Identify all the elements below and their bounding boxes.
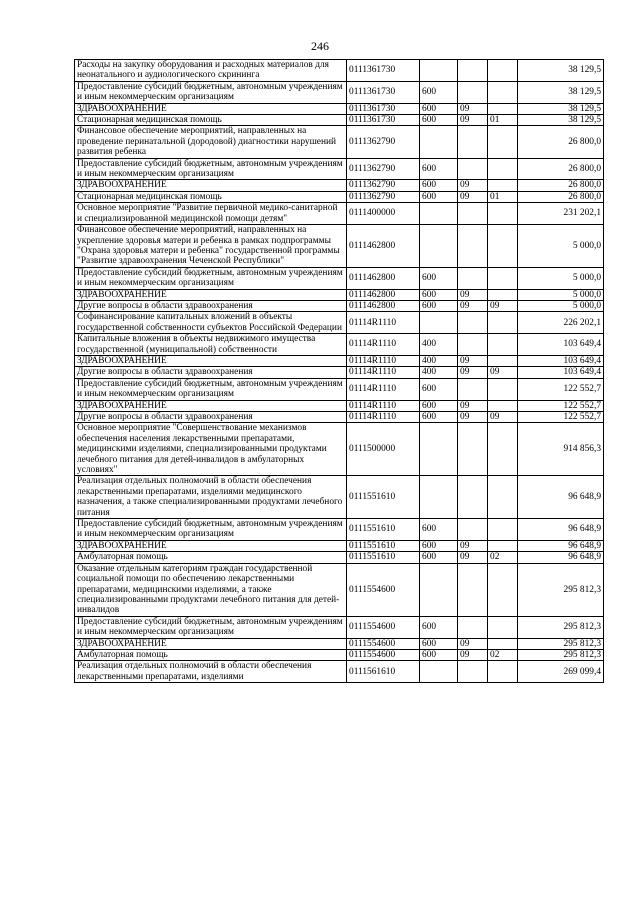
row-amount: 103 649,4 [518,334,604,356]
row-section [458,519,488,541]
row-expense-type: 600 [420,103,458,114]
budget-table [74,59,604,683]
row-amount: 5 000,0 [518,267,604,289]
table-row [75,203,604,225]
row-amount: 26 800,0 [518,126,604,158]
row-name: Предоставление субсидий бюджетным, автономным учреждениям и иным некоммерческим организациям [75,267,347,289]
table-row [75,334,604,356]
row-section [458,378,488,400]
row-expense-type: 600 [420,180,458,191]
table-row [75,540,604,551]
row-expense-type [420,423,458,476]
row-subsection [488,616,518,638]
row-section [458,203,488,225]
row-code: 0111554600 [347,616,420,638]
row-code: 0111361730 [347,115,420,126]
row-code: 0111462800 [347,289,420,300]
table-row [75,126,604,158]
row-expense-type: 600 [420,552,458,563]
row-subsection: 02 [488,649,518,660]
row-code: 01114R1110 [347,367,420,378]
row-name: ЗДРАВООХРАНЕНИЕ [75,638,347,649]
row-amount: 122 552,7 [518,412,604,423]
row-section [458,158,488,180]
table-row [75,367,604,378]
row-amount: 96 648,9 [518,476,604,519]
row-subsection [488,400,518,411]
table-row [75,519,604,541]
row-subsection [488,476,518,519]
row-code: 01114R1110 [347,312,420,334]
row-name: Стационарная медицинская помощь [75,115,347,126]
row-section: 09 [458,638,488,649]
row-amount: 5 000,0 [518,300,604,311]
row-section [458,60,488,82]
row-expense-type: 400 [420,334,458,356]
table-row [75,225,604,268]
row-name: ЗДРАВООХРАНЕНИЕ [75,355,347,366]
row-subsection [488,638,518,649]
row-subsection: 01 [488,115,518,126]
table-row [75,378,604,400]
row-code: 0111362790 [347,180,420,191]
row-section: 09 [458,400,488,411]
table-row [75,412,604,423]
row-name: Предоставление субсидий бюджетным, автономным учреждениям и иным некоммерческим организациям [75,158,347,180]
row-name: Стационарная медицинская помощь [75,191,347,202]
row-subsection [488,519,518,541]
row-name: Другие вопросы в области здравоохранения [75,300,347,311]
row-code: 0111462800 [347,267,420,289]
row-code: 0111551610 [347,519,420,541]
row-name: Расходы на закупку оборудования и расходных материалов для неонатального и аудиологического скрининга [75,60,347,82]
table-row [75,289,604,300]
row-amount: 226 202,1 [518,312,604,334]
row-amount: 38 129,5 [518,115,604,126]
row-subsection: 09 [488,412,518,423]
row-code: 0111362790 [347,191,420,202]
row-code: 0111551610 [347,552,420,563]
table-row [75,158,604,180]
row-expense-type: 600 [420,412,458,423]
row-amount: 103 649,4 [518,355,604,366]
row-code: 01114R1110 [347,378,420,400]
row-amount: 295 812,3 [518,616,604,638]
row-code: 0111500000 [347,423,420,476]
row-subsection [488,334,518,356]
row-amount: 231 202,1 [518,203,604,225]
table-row [75,400,604,411]
row-name: Другие вопросы в области здравоохранения [75,412,347,423]
row-section: 09 [458,367,488,378]
table-row [75,312,604,334]
row-code: 0111554600 [347,563,420,616]
row-amount: 295 812,3 [518,649,604,660]
row-amount: 38 129,5 [518,81,604,103]
budget-table-body [75,60,604,683]
row-subsection [488,312,518,334]
row-section [458,661,488,683]
row-expense-type [420,661,458,683]
row-subsection [488,158,518,180]
row-section: 09 [458,540,488,551]
row-name: Капитальные вложения в объекты недвижимого имущества государственной (муниципальной) собственности [75,334,347,356]
row-expense-type [420,126,458,158]
table-row [75,115,604,126]
row-code: 0111462800 [347,300,420,311]
row-expense-type: 600 [420,649,458,660]
row-section [458,423,488,476]
row-subsection [488,225,518,268]
row-section: 09 [458,355,488,366]
row-code: 0111361730 [347,81,420,103]
row-expense-type: 600 [420,191,458,202]
row-section [458,267,488,289]
table-row [75,563,604,616]
row-code: 01114R1110 [347,400,420,411]
row-amount: 914 856,3 [518,423,604,476]
row-name: Предоставление субсидий бюджетным, автономным учреждениям и иным некоммерческим организациям [75,616,347,638]
row-code: 0111551610 [347,476,420,519]
row-expense-type: 600 [420,289,458,300]
row-amount: 26 800,0 [518,191,604,202]
row-amount: 96 648,9 [518,540,604,551]
row-amount: 38 129,5 [518,60,604,82]
row-amount: 122 552,7 [518,400,604,411]
table-row [75,476,604,519]
row-subsection [488,180,518,191]
table-row [75,300,604,311]
row-section: 09 [458,552,488,563]
row-amount: 26 800,0 [518,158,604,180]
row-subsection [488,378,518,400]
table-row [75,191,604,202]
row-code: 01114R1110 [347,412,420,423]
row-name: ЗДРАВООХРАНЕНИЕ [75,540,347,551]
row-name: Реализация отдельных полномочий в области обеспечения лекарственными препаратами, изделиями [75,661,347,683]
row-section: 09 [458,180,488,191]
row-subsection [488,540,518,551]
row-code: 0111400000 [347,203,420,225]
row-expense-type [420,225,458,268]
row-amount: 269 099,4 [518,661,604,683]
row-subsection [488,563,518,616]
row-expense-type: 600 [420,158,458,180]
row-code: 0111462800 [347,225,420,268]
row-expense-type: 400 [420,367,458,378]
row-section [458,334,488,356]
row-expense-type [420,60,458,82]
row-name: ЗДРАВООХРАНЕНИЕ [75,103,347,114]
table-row [75,355,604,366]
table-row [75,267,604,289]
row-code: 0111561610 [347,661,420,683]
row-section: 09 [458,289,488,300]
row-name: Реализация отдельных полномочий в области обеспечения лекарственными препаратами, изделиями медицинского назначения, а также специализированными продуктами лечебного питания [75,476,347,519]
row-amount: 295 812,3 [518,563,604,616]
row-amount: 5 000,0 [518,289,604,300]
row-subsection: 09 [488,300,518,311]
row-name: Оказание отдельным категориям граждан государственной социальной помощи по обеспечению лекарственными препаратами, медицинскими изделиями, а также специализированными продуктами лечебного питания для детей-инвалидов [75,563,347,616]
page-number: 246 [311,39,329,53]
table-row [75,649,604,660]
row-subsection: 01 [488,191,518,202]
row-expense-type [420,312,458,334]
row-expense-type: 600 [420,300,458,311]
row-section [458,312,488,334]
row-expense-type: 600 [420,400,458,411]
row-section [458,476,488,519]
row-subsection [488,289,518,300]
table-row [75,180,604,191]
row-amount: 38 129,5 [518,103,604,114]
row-name: ЗДРАВООХРАНЕНИЕ [75,180,347,191]
row-code: 0111554600 [347,638,420,649]
table-row [75,661,604,683]
row-code: 0111362790 [347,126,420,158]
row-code: 0111554600 [347,649,420,660]
row-amount: 122 552,7 [518,378,604,400]
row-code: 0111361730 [347,103,420,114]
row-code: 01114R1110 [347,334,420,356]
row-section: 09 [458,103,488,114]
row-expense-type: 600 [420,540,458,551]
row-section: 09 [458,412,488,423]
row-name: Софинансирование капитальных вложений в объекты государственной собственности субъектов Российской Федерации [75,312,347,334]
row-amount: 295 812,3 [518,638,604,649]
row-section [458,225,488,268]
table-row [75,81,604,103]
table-row [75,638,604,649]
row-section: 09 [458,300,488,311]
row-subsection [488,126,518,158]
row-name: Амбулаторная помощь [75,552,347,563]
row-name: Предоставление субсидий бюджетным, автономным учреждениям и иным некоммерческим организациям [75,81,347,103]
table-row [75,616,604,638]
row-name: ЗДРАВООХРАНЕНИЕ [75,400,347,411]
row-name: Основное мероприятие "Развитие первичной медико-санитарной и специализированной медицинской помощи детям" [75,203,347,225]
row-subsection: 02 [488,552,518,563]
row-subsection [488,423,518,476]
row-subsection [488,81,518,103]
row-subsection [488,661,518,683]
row-subsection: 09 [488,367,518,378]
table-row [75,423,604,476]
row-expense-type [420,476,458,519]
row-expense-type [420,203,458,225]
table-row [75,103,604,114]
row-section: 09 [458,191,488,202]
row-amount: 96 648,9 [518,519,604,541]
row-expense-type: 600 [420,519,458,541]
row-expense-type: 600 [420,81,458,103]
row-expense-type: 400 [420,355,458,366]
row-section: 09 [458,115,488,126]
row-subsection [488,103,518,114]
row-name: Другие вопросы в области здравоохранения [75,367,347,378]
row-name: Основное мероприятие "Совершенствование механизмов обеспечения населения лекарственными препаратами, медицинскими изделиями, специализированными продуктами лечебного питания для детей-инвалидов в амбулаторных условиях" [75,423,347,476]
row-section [458,616,488,638]
row-name: Предоставление субсидий бюджетным, автономным учреждениям и иным некоммерческим организациям [75,378,347,400]
row-subsection [488,355,518,366]
row-section: 09 [458,649,488,660]
row-amount: 96 648,9 [518,552,604,563]
row-amount: 103 649,4 [518,367,604,378]
row-expense-type: 600 [420,616,458,638]
row-section [458,126,488,158]
row-code: 0111362790 [347,158,420,180]
row-subsection [488,60,518,82]
row-expense-type: 600 [420,115,458,126]
row-amount: 26 800,0 [518,180,604,191]
row-code: 0111361730 [347,60,420,82]
row-amount: 5 000,0 [518,225,604,268]
row-code: 01114R1110 [347,355,420,366]
row-name: Амбулаторная помощь [75,649,347,660]
row-expense-type: 600 [420,378,458,400]
row-name: Финансовое обеспечение мероприятий, направленных на укрепление здоровья матери и ребенка в рамках подпрограммы "Охрана здоровья матери и ребенка" государственной программы "Развитие здравоохранения Чеченской Республики" [75,225,347,268]
row-name: ЗДРАВООХРАНЕНИЕ [75,289,347,300]
row-section [458,563,488,616]
table-row [75,552,604,563]
row-expense-type: 600 [420,638,458,649]
row-subsection [488,267,518,289]
row-code: 0111551610 [347,540,420,551]
row-name: Финансовое обеспечение мероприятий, направленных на проведение перинатальной (дородовой) диагностики нарушений развития ребенка [75,126,347,158]
row-expense-type: 600 [420,267,458,289]
table-row [75,60,604,82]
row-name: Предоставление субсидий бюджетным, автономным учреждениям и иным некоммерческим организациям [75,519,347,541]
row-subsection [488,203,518,225]
row-expense-type [420,563,458,616]
row-section [458,81,488,103]
